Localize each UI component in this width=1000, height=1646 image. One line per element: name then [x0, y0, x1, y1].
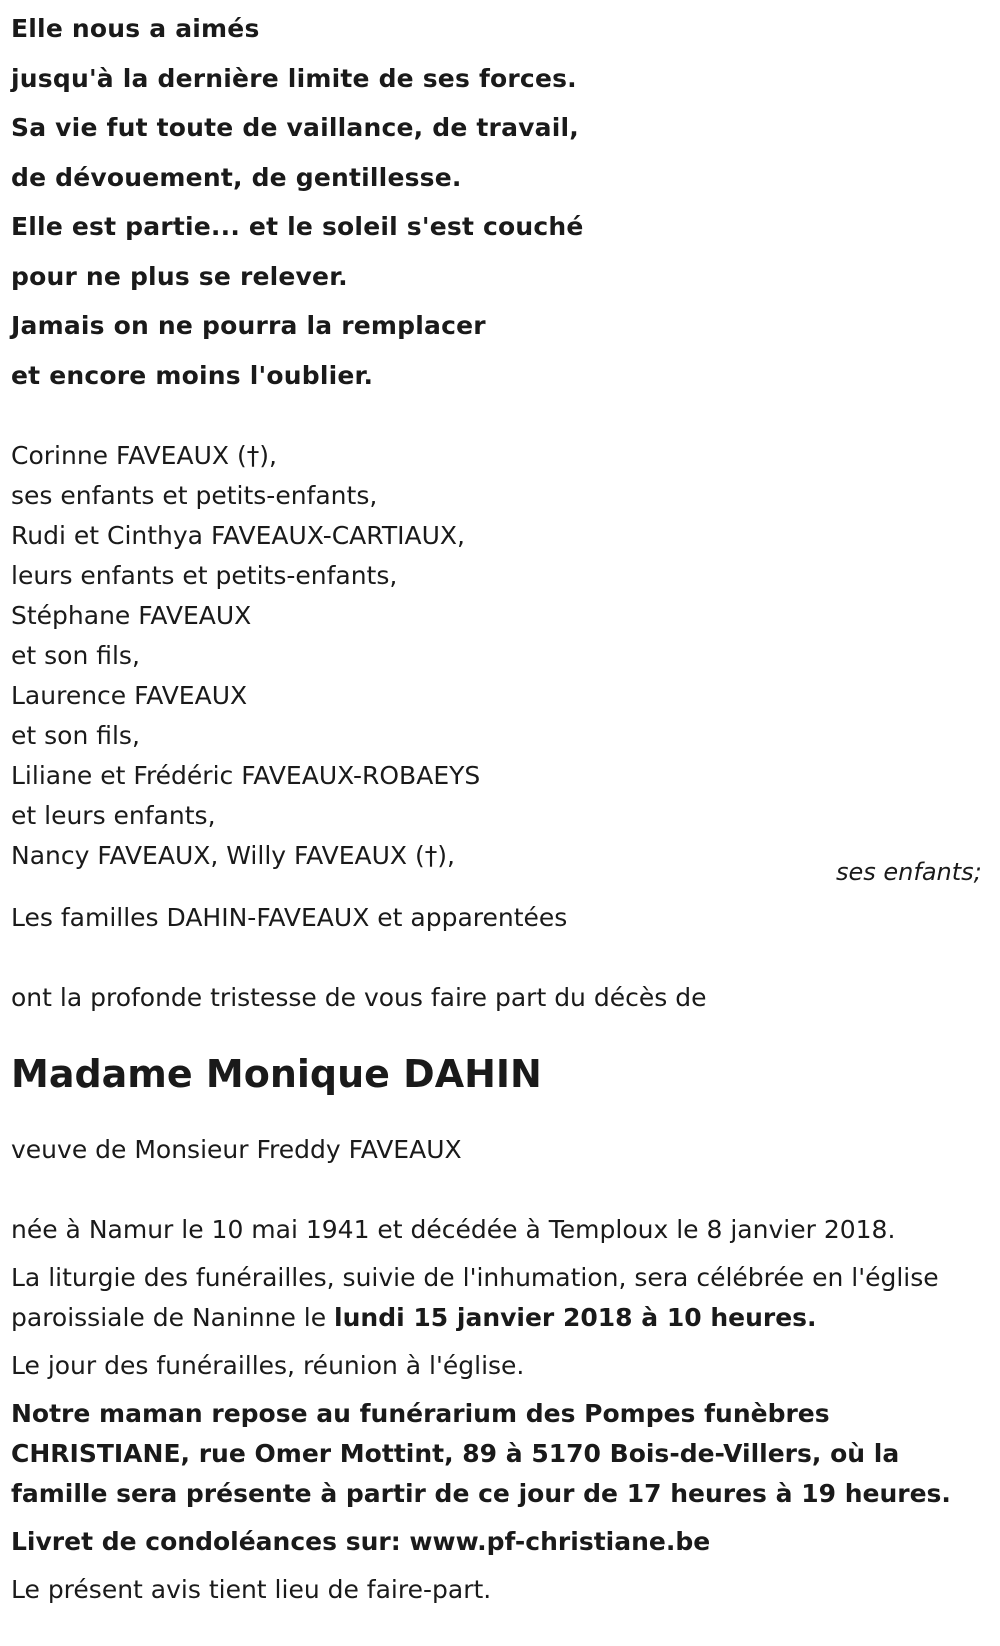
family-line: Nancy FAVEAUX, Willy FAVEAUX (†), [11, 841, 455, 870]
announcement: ont la profonde tristesse de vous faire part du décès de [11, 983, 707, 1012]
deceased-name: Madame Monique DAHIN [11, 1052, 542, 1096]
condolences-info: Livret de condoléances sur: www.pf-christiane.be [11, 1527, 711, 1556]
widow-of: veuve de Monsieur Freddy FAVEAUX [11, 1135, 462, 1164]
poem-line: et encore moins l'oublier. [11, 360, 374, 390]
poem-line: Elle nous a aimés [11, 14, 260, 43]
family-line: et son fils, [11, 721, 140, 750]
closing-note: Le présent avis tient lieu de faire-part. [11, 1575, 492, 1604]
birth-death: née à Namur le 10 mai 1941 et décédée à Temploux le 8 janvier 2018. [11, 1215, 896, 1244]
funeral-text: La liturgie des funérailles, suivie de l'inhumation, sera célébrée en l'église paroissiale de Naninne le [11, 1263, 939, 1332]
poem-line: pour ne plus se relever. [11, 261, 348, 291]
family-line: leurs enfants et petits-enfants, [11, 561, 398, 590]
family-list [11, 436, 991, 876]
family-line: ses enfants et petits-enfants, [11, 481, 378, 510]
poem-line: Sa vie fut toute de vaillance, de travail, [11, 113, 579, 142]
poem-line: Jamais on ne pourra la remplacer [11, 311, 486, 340]
families-line: Les familles DAHIN-FAVEAUX et apparentées [11, 903, 568, 932]
poem-line: Elle est partie... et le soleil s'est couché [11, 212, 584, 241]
meeting-info: Le jour des funérailles, réunion à l'église. [11, 1351, 525, 1380]
family-line: Rudi et Cinthya FAVEAUX-CARTIAUX, [11, 521, 465, 550]
obituary-notice [11, 0, 991, 1610]
funerarium-info: Notre maman repose au funérarium des Pompes funèbres CHRISTIANE, rue Omer Mottint, 89 à 5170 Bois-de-Villers, où la famille sera présente à partir de ce jour de 17 heures à 19 heures. [11, 1399, 951, 1508]
family-line: Laurence FAVEAUX [11, 681, 248, 710]
funeral-date: lundi 15 janvier 2018 à 10 heures. [334, 1303, 817, 1332]
poem [11, 4, 991, 400]
poem-line: de dévouement, de gentillesse. [11, 162, 462, 192]
funeral-info [11, 1258, 991, 1338]
family-line: Stéphane FAVEAUX [11, 601, 252, 630]
family-line: et son fils, [11, 641, 140, 670]
poem-line: jusqu'à la dernière limite de ses forces. [11, 63, 577, 93]
family-line: Liliane et Frédéric FAVEAUX-ROBAEYS [11, 761, 481, 790]
family-line: Corinne FAVEAUX (†), [11, 441, 277, 470]
family-role-label: ses enfants; [836, 858, 982, 886]
family-line: et leurs enfants, [11, 801, 216, 830]
